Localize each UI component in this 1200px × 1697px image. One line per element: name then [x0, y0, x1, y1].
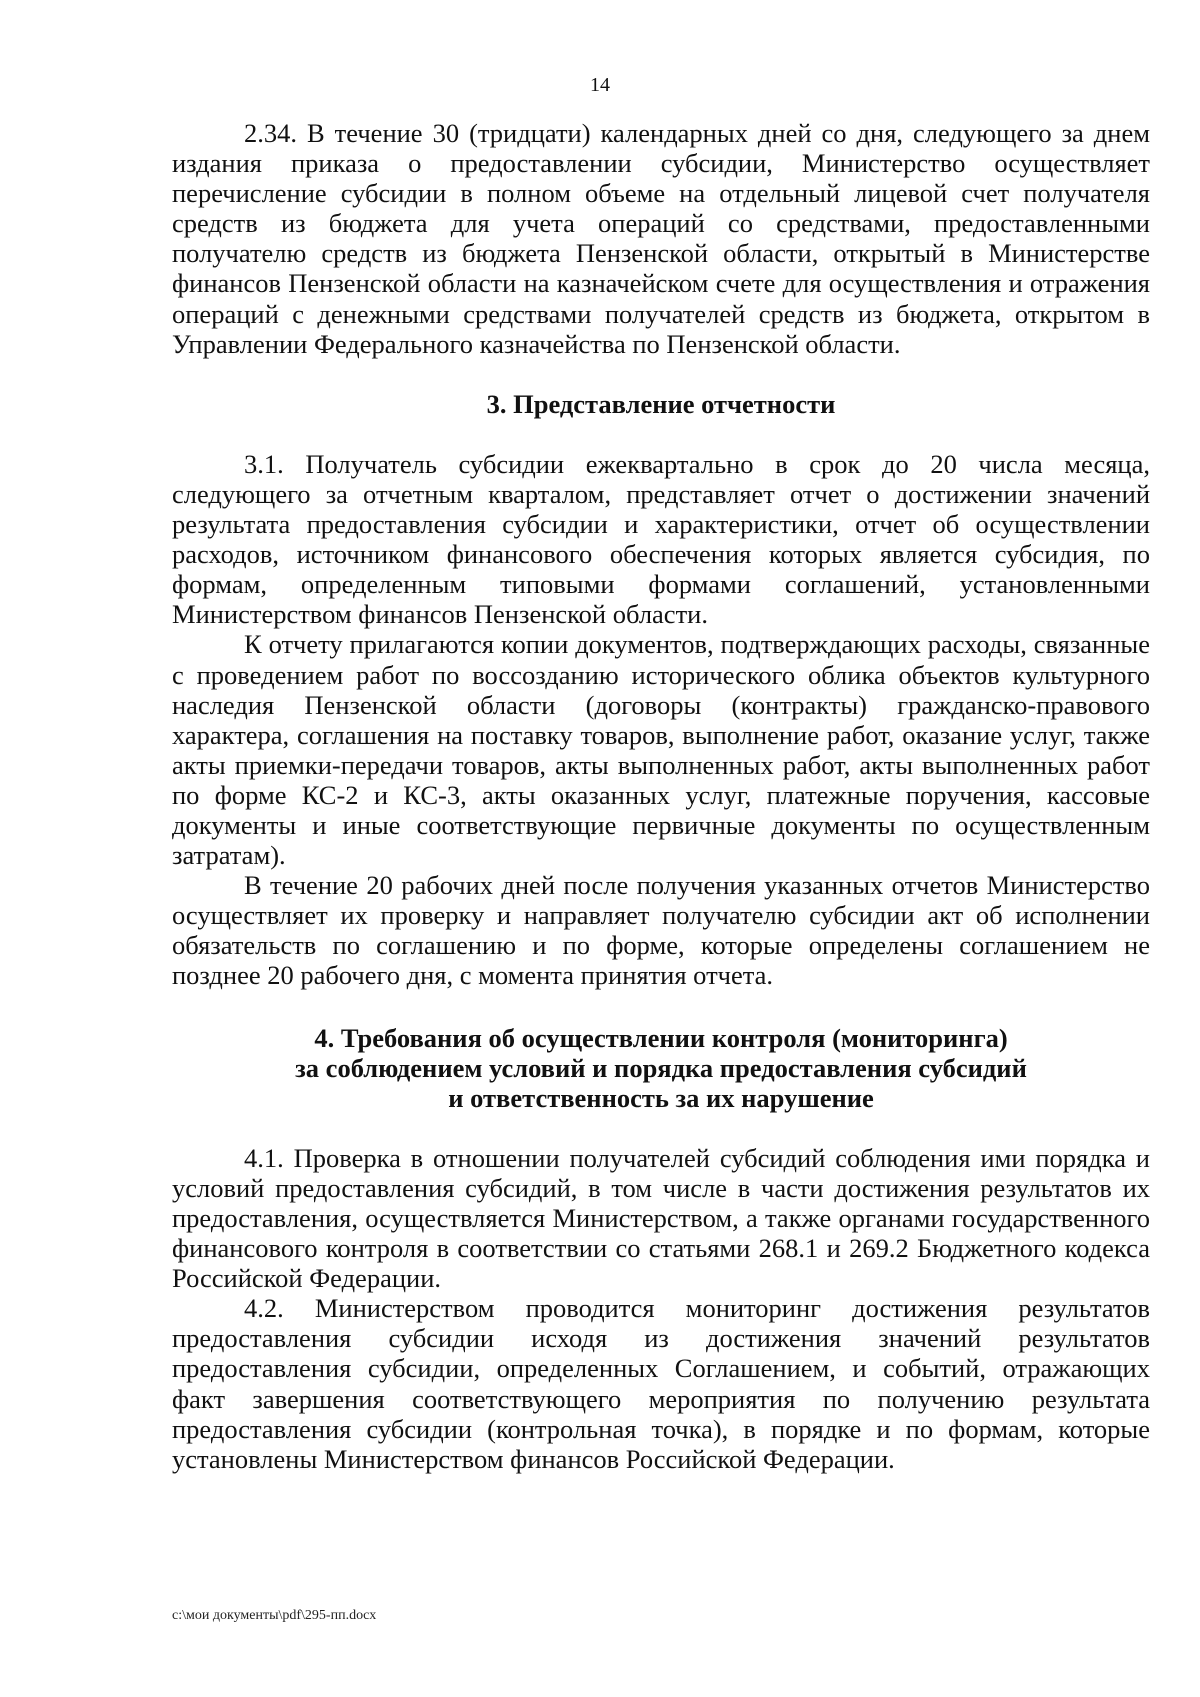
- paragraph-3-1: 3.1. Получатель субсидии ежеквартально в срок до 20 числа месяца, следующего за отчетным кварталом, представляет отчет о достижении значений результата предоставления субсидии и характеристики, отчет об осуществлении расходов, источником финансового обеспечения которых является субсидия, по формам, определенным типовыми формами соглашений, установленными Министерством финансов Пензенской области.: [172, 448, 1150, 630]
- paragraph-report-attachments: К отчету прилагаются копии документов, подтверждающих расходы, связанные с проведением работ по воссозданию исторического облика объектов культурного наследия Пензенской области (договоры (контракты) гражданско-правового характера, соглашения на поставку товаров, выполнение работ, оказание услуг, также акты приемки-передачи товаров, акты выполненных работ, акты выполненных работ по форме КС-2 и КС-3, акты оказанных услуг, платежные поручения, кассовые документы и иные соответствующие первичные документы по осуществленным затратам).: [172, 629, 1150, 871]
- section-4-heading-line-2: за соблюдением условий и порядка предоставления субсидий: [295, 1052, 1027, 1083]
- section-4-heading-line-3: и ответственность за их нарушение: [448, 1082, 874, 1113]
- page-number: 14: [590, 74, 610, 96]
- paragraph-report-check: В течение 20 рабочих дней после получения указанных отчетов Министерство осуществляет их проверку и направляет получателю субсидии акт об исполнении обязательств по соглашению и по форме, которые определены соглашением не позднее 20 рабочего дня, с момента принятия отчета.: [172, 870, 1150, 991]
- document-body: [172, 118, 1150, 1474]
- paragraph-4-1: 4.1. Проверка в отношении получателей субсидий соблюдения ими порядка и условий предоставления субсидий, в том числе в части достижения результатов их предоставления, осуществляется Министерством, а также органами государственного финансового контроля в соответствии со статьями 268.1 и 269.2 Бюджетного кодекса Российской Федерации.: [172, 1142, 1150, 1294]
- footer-file-path: c:\мои документы\pdf\295-пп.docx: [172, 1608, 377, 1623]
- paragraph-4-2: 4.2. Министерством проводится мониторинг достижения результатов предоставления субсидии исходя из достижения значений результатов предоставления субсидии, определенных Соглашением, и событий, отражающих факт завершения соответствующего мероприятия по получению результата предоставления субсидии (контрольная точка), в порядке и по формам, которые установлены Министерством финансов Российской Федерации.: [172, 1293, 1150, 1474]
- section-3-heading: 3. Представление отчетности: [486, 388, 836, 419]
- section-4-heading: [172, 1023, 1150, 1113]
- section-4-heading-line-1: 4. Требования об осуществлении контроля (мониторинга): [314, 1022, 1008, 1053]
- paragraph-2-34: 2.34. В течение 30 (тридцати) календарных дней со дня, следующего за днем издания приказа о предоставлении субсидии, Министерство осуществляет перечисление субсидии в полном объеме на отдельный лицевой счет получателя средств из бюджета для учета операций со средствами, предоставленными получателю средств из бюджета Пензенской области, открытый в Министерстве финансов Пензенской области на казначейском счете для осуществления и отражения операций с денежными средствами получателей средств из бюджета, открытом в Управлении Федерального казначейства по Пензенской области.: [172, 118, 1150, 359]
